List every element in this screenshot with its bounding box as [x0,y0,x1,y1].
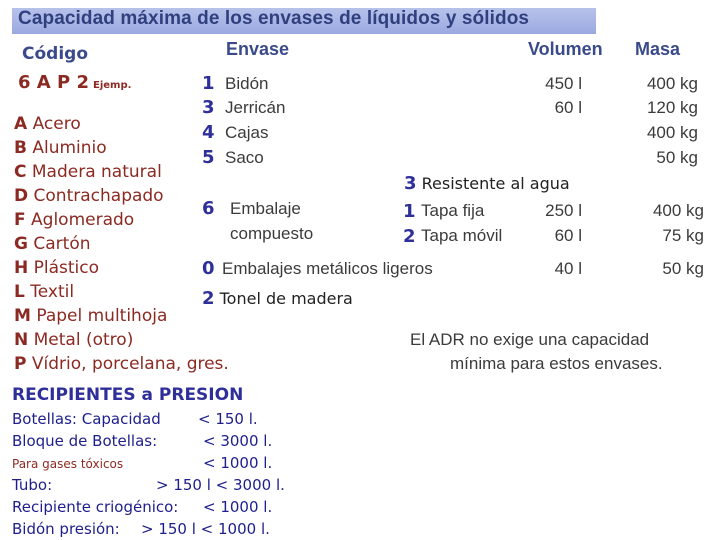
envase-mass: 400 kg [646,123,698,142]
compuesto-label-1: Embalaje [230,199,301,218]
envase-mass: 50 kg [656,148,698,167]
sample-note: Ejemp. [92,80,132,91]
presion-label: Bloque de Botellas: [12,432,158,450]
material-item: A Acero [14,114,81,134]
envase-name: Bidón [225,74,269,93]
presion-label: Botellas: Capacidad [12,410,161,428]
sample-code-value: 6 A P 2 [18,72,89,93]
material-item: L Textil [14,282,75,302]
presion-value: > 150 l < 1000 l. [141,520,270,538]
envase-num: 5 [202,147,215,168]
tonel-row: 2 Tonel de madera [202,288,353,309]
compuesto-label-2: compuesto [230,224,314,243]
presion-label: Recipiente criogénico: [12,498,179,516]
adr-note-line-2: mínima para estos envases. [450,354,663,373]
envase-header: Envase [226,39,290,59]
presion-value: < 3000 l. [203,432,273,450]
presion-label: Para gases tóxicos [12,457,124,471]
resistente-row: 3 Resistente al agua [404,173,570,194]
material-item: M Papel multihoja [14,306,168,326]
tapa-num: 2 [403,226,416,247]
codigo-header: Código [22,44,88,64]
adr-note-line-1: El ADR no exige una capacidad [410,330,650,349]
material-item: C Madera natural [14,162,162,182]
tapa-name: Tapa fija [421,201,485,220]
tapa-volume: 60 l [554,226,582,245]
presion-value: > 150 l < 3000 l. [156,476,285,494]
envase-volume: 450 l [545,74,582,93]
masa-header: Masa [635,39,681,59]
presion-title: RECIPIENTES a PRESION [12,385,244,405]
page-title: Capacidad máxima de los envases de líquidos y sólidos [18,8,530,29]
material-item: B Aluminio [14,138,107,158]
envase-mass: 400 kg [646,74,698,93]
material-item: P Vídrio, porcelana, gres. [14,354,229,374]
metalicos-name: Embalajes metálicos ligeros [222,259,433,278]
envase-num: 3 [202,97,215,118]
presion-label: Bidón presión: [12,520,120,538]
presion-value: < 1000 l. [203,498,273,516]
tapa-mass: 75 kg [662,226,704,245]
envase-name: Cajas [225,123,269,142]
presion-label: Tubo: [12,476,53,494]
sample-code [18,72,131,93]
material-item: F Aglomerado [14,210,135,230]
envase-name: Saco [225,148,264,167]
compuesto-num: 6 [202,198,215,219]
presion-value: < 1000 l. [203,454,273,472]
envase-volume: 60 l [554,98,582,117]
tapa-volume: 250 l [545,201,582,220]
envase-num: 4 [202,122,215,143]
material-item: G Cartón [14,234,91,254]
metalicos-num: 0 [202,258,215,279]
volumen-header: Volumen [528,39,603,59]
envase-mass: 120 kg [646,98,698,117]
envase-num: 1 [202,73,215,94]
tapa-num: 1 [403,201,416,222]
tapa-mass: 400 kg [652,201,704,220]
material-item: H Plástico [14,258,100,278]
envase-name: Jerricán [225,98,286,117]
metalicos-mass: 50 kg [662,259,704,278]
presion-value: < 150 l. [198,410,258,428]
tapa-name: Tapa móvil [421,226,503,245]
material-item: N Metal (otro) [14,330,134,350]
metalicos-volume: 40 l [554,259,582,278]
material-item: D Contrachapado [14,186,164,206]
